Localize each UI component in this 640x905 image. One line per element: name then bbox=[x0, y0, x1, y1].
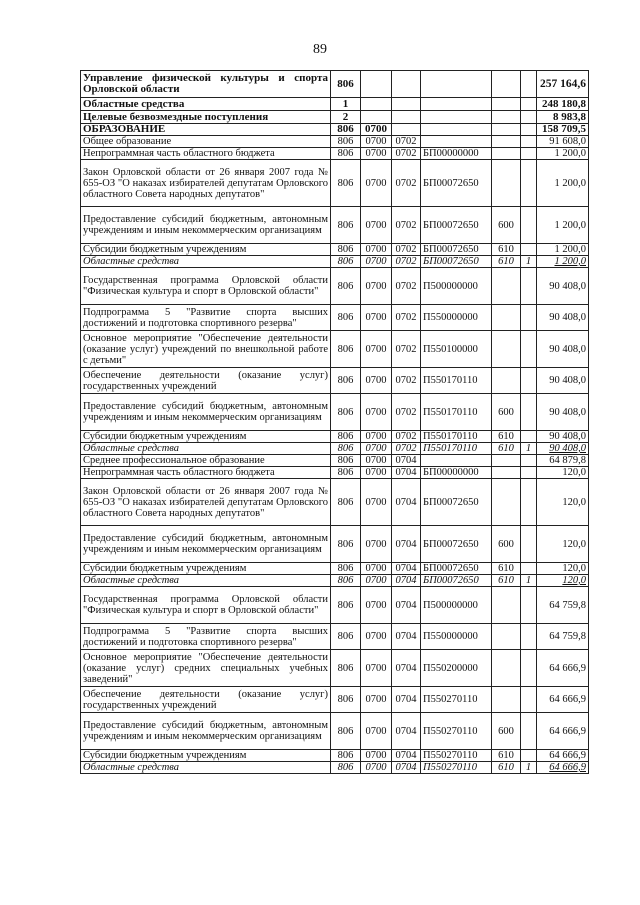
table-row bbox=[81, 305, 589, 331]
expense-type-code: 610 bbox=[492, 443, 521, 455]
target-article-code bbox=[421, 98, 492, 111]
subsection-code: 0702 bbox=[392, 256, 421, 268]
table-row bbox=[81, 443, 589, 455]
subsection-code: 0704 bbox=[392, 750, 421, 762]
amount: 1 200,0 bbox=[537, 160, 589, 207]
row-name: Непрограммная часть областного бюджета bbox=[81, 467, 331, 479]
target-article-code: П550270110 bbox=[421, 713, 492, 750]
amount: 120,0 bbox=[537, 575, 589, 587]
page-number: 89 bbox=[313, 42, 327, 57]
section-code: 0700 bbox=[361, 244, 392, 256]
table-row bbox=[81, 479, 589, 526]
table-row bbox=[81, 268, 589, 305]
ved-code: 806 bbox=[331, 71, 361, 98]
subsection-code bbox=[392, 98, 421, 111]
table-row bbox=[81, 111, 589, 124]
funding-source-code bbox=[521, 305, 537, 331]
subsection-code: 0704 bbox=[392, 575, 421, 587]
funding-source-code bbox=[521, 331, 537, 368]
table-row bbox=[81, 98, 589, 111]
target-article-code: БП00072650 bbox=[421, 207, 492, 244]
ved-code: 806 bbox=[331, 148, 361, 160]
funding-source-code bbox=[521, 111, 537, 124]
table-row bbox=[81, 124, 589, 136]
table-row bbox=[81, 650, 589, 687]
expense-type-code bbox=[492, 368, 521, 394]
row-name: Субсидии бюджетным учреждениям bbox=[81, 750, 331, 762]
amount: 90 408,0 bbox=[537, 305, 589, 331]
expense-type-code: 600 bbox=[492, 526, 521, 563]
section-code: 0700 bbox=[361, 526, 392, 563]
target-article-code: БП00072650 bbox=[421, 575, 492, 587]
funding-source-code bbox=[521, 687, 537, 713]
funding-source-code: 1 bbox=[521, 443, 537, 455]
table-row bbox=[81, 575, 589, 587]
row-name: Предоставление субсидий бюджетным, автономным учреждениям и иным некоммерческим организациям bbox=[81, 394, 331, 431]
target-article-code bbox=[421, 455, 492, 467]
section-code: 0700 bbox=[361, 124, 392, 136]
section-code: 0700 bbox=[361, 431, 392, 443]
ved-code: 806 bbox=[331, 244, 361, 256]
funding-source-code bbox=[521, 713, 537, 750]
ved-code: 806 bbox=[331, 160, 361, 207]
subsection-code: 0704 bbox=[392, 563, 421, 575]
section-code: 0700 bbox=[361, 750, 392, 762]
section-code: 0700 bbox=[361, 563, 392, 575]
section-code bbox=[361, 111, 392, 124]
expense-type-code: 610 bbox=[492, 256, 521, 268]
funding-source-code: 1 bbox=[521, 762, 537, 774]
row-name: Общее образование bbox=[81, 136, 331, 148]
subsection-code: 0704 bbox=[392, 650, 421, 687]
expense-type-code bbox=[492, 148, 521, 160]
target-article-code: БП00072650 bbox=[421, 160, 492, 207]
expense-type-code bbox=[492, 624, 521, 650]
target-article-code: П550170110 bbox=[421, 394, 492, 431]
expense-type-code: 610 bbox=[492, 575, 521, 587]
funding-source-code bbox=[521, 587, 537, 624]
target-article-code bbox=[421, 111, 492, 124]
expense-type-code bbox=[492, 687, 521, 713]
table-row bbox=[81, 624, 589, 650]
target-article-code: БП00000000 bbox=[421, 467, 492, 479]
subsection-code: 0702 bbox=[392, 394, 421, 431]
section-code: 0700 bbox=[361, 148, 392, 160]
amount: 90 408,0 bbox=[537, 268, 589, 305]
section-code: 0700 bbox=[361, 268, 392, 305]
amount: 64 666,9 bbox=[537, 650, 589, 687]
expense-type-code: 600 bbox=[492, 394, 521, 431]
expense-type-code bbox=[492, 160, 521, 207]
target-article-code: П550000000 bbox=[421, 305, 492, 331]
row-name: Государственная программа Орловской области "Физическая культура и спорт в Орловской области" bbox=[81, 268, 331, 305]
amount: 120,0 bbox=[537, 479, 589, 526]
row-name: Субсидии бюджетным учреждениям bbox=[81, 244, 331, 256]
row-name: Основное мероприятие "Обеспечение деятельности (оказание услуг) средних специальных учебных заведений" bbox=[81, 650, 331, 687]
ved-code: 806 bbox=[331, 207, 361, 244]
amount: 90 408,0 bbox=[537, 331, 589, 368]
ved-code: 1 bbox=[331, 98, 361, 111]
table-row bbox=[81, 687, 589, 713]
table-row bbox=[81, 467, 589, 479]
ved-code: 806 bbox=[331, 331, 361, 368]
ved-code: 806 bbox=[331, 563, 361, 575]
row-name: Закон Орловской области от 26 января 2007 года № 655-ОЗ "О наказах избирателей депутатам Орловского областного Совета народных депутатов" bbox=[81, 160, 331, 207]
row-name: Обеспечение деятельности (оказание услуг) государственных учреждений bbox=[81, 368, 331, 394]
target-article-code: П550270110 bbox=[421, 687, 492, 713]
target-article-code: П550170110 bbox=[421, 431, 492, 443]
subsection-code: 0704 bbox=[392, 526, 421, 563]
amount: 1 200,0 bbox=[537, 244, 589, 256]
section-code: 0700 bbox=[361, 587, 392, 624]
subsection-code bbox=[392, 124, 421, 136]
funding-source-code bbox=[521, 160, 537, 207]
table-row bbox=[81, 526, 589, 563]
subsection-code: 0702 bbox=[392, 268, 421, 305]
section-code: 0700 bbox=[361, 305, 392, 331]
ved-code: 806 bbox=[331, 575, 361, 587]
table-row bbox=[81, 207, 589, 244]
funding-source-code bbox=[521, 136, 537, 148]
section-code: 0700 bbox=[361, 331, 392, 368]
row-name: Областные средства bbox=[81, 98, 331, 111]
row-name: Предоставление субсидий бюджетным, автономным учреждениям и иным некоммерческим организациям bbox=[81, 207, 331, 244]
ved-code: 806 bbox=[331, 750, 361, 762]
amount: 120,0 bbox=[537, 563, 589, 575]
target-article-code: П550170110 bbox=[421, 443, 492, 455]
target-article-code bbox=[421, 136, 492, 148]
expense-type-code bbox=[492, 71, 521, 98]
funding-source-code bbox=[521, 71, 537, 98]
section-code: 0700 bbox=[361, 455, 392, 467]
ved-code: 806 bbox=[331, 455, 361, 467]
target-article-code: БП00072650 bbox=[421, 256, 492, 268]
row-name: Подпрограмма 5 "Развитие спорта высших достижений и подготовка спортивного резерва" bbox=[81, 305, 331, 331]
funding-source-code bbox=[521, 455, 537, 467]
subsection-code: 0704 bbox=[392, 479, 421, 526]
expense-type-code: 600 bbox=[492, 713, 521, 750]
table-row bbox=[81, 563, 589, 575]
amount: 90 408,0 bbox=[537, 394, 589, 431]
funding-source-code bbox=[521, 479, 537, 526]
section-code: 0700 bbox=[361, 467, 392, 479]
amount: 158 709,5 bbox=[537, 124, 589, 136]
expense-type-code bbox=[492, 467, 521, 479]
funding-source-code bbox=[521, 750, 537, 762]
amount: 64 666,9 bbox=[537, 687, 589, 713]
row-name: Областные средства bbox=[81, 575, 331, 587]
expense-type-code bbox=[492, 136, 521, 148]
ved-code: 806 bbox=[331, 526, 361, 563]
expense-type-code: 600 bbox=[492, 207, 521, 244]
funding-source-code bbox=[521, 244, 537, 256]
expense-type-code bbox=[492, 268, 521, 305]
subsection-code: 0704 bbox=[392, 713, 421, 750]
target-article-code: БП00072650 bbox=[421, 563, 492, 575]
subsection-code: 0704 bbox=[392, 467, 421, 479]
subsection-code: 0704 bbox=[392, 455, 421, 467]
funding-source-code bbox=[521, 467, 537, 479]
target-article-code: П550100000 bbox=[421, 331, 492, 368]
section-code: 0700 bbox=[361, 713, 392, 750]
subsection-code: 0702 bbox=[392, 331, 421, 368]
ved-code: 806 bbox=[331, 624, 361, 650]
section-code: 0700 bbox=[361, 443, 392, 455]
ved-code: 806 bbox=[331, 368, 361, 394]
target-article-code: БП00072650 bbox=[421, 479, 492, 526]
ved-code: 806 bbox=[331, 305, 361, 331]
row-name: ОБРАЗОВАНИЕ bbox=[81, 124, 331, 136]
subsection-code: 0702 bbox=[392, 160, 421, 207]
subsection-code bbox=[392, 71, 421, 98]
expense-type-code: 610 bbox=[492, 750, 521, 762]
ved-code: 806 bbox=[331, 124, 361, 136]
ved-code: 806 bbox=[331, 443, 361, 455]
amount: 64 666,9 bbox=[537, 762, 589, 774]
amount: 8 983,8 bbox=[537, 111, 589, 124]
funding-source-code bbox=[521, 368, 537, 394]
target-article-code bbox=[421, 71, 492, 98]
row-name: Государственная программа Орловской области "Физическая культура и спорт в Орловской области" bbox=[81, 587, 331, 624]
funding-source-code: 1 bbox=[521, 256, 537, 268]
ved-code: 806 bbox=[331, 431, 361, 443]
section-code: 0700 bbox=[361, 160, 392, 207]
target-article-code: БП00000000 bbox=[421, 148, 492, 160]
subsection-code: 0704 bbox=[392, 762, 421, 774]
funding-source-code bbox=[521, 124, 537, 136]
target-article-code: П550200000 bbox=[421, 650, 492, 687]
subsection-code: 0702 bbox=[392, 244, 421, 256]
section-code: 0700 bbox=[361, 650, 392, 687]
expense-type-code: 610 bbox=[492, 563, 521, 575]
table-row bbox=[81, 750, 589, 762]
row-name: Закон Орловской области от 26 января 2007 года № 655-ОЗ "О наказах избирателей депутатам Орловского областного Совета народных депутатов" bbox=[81, 479, 331, 526]
row-name: Среднее профессиональное образование bbox=[81, 455, 331, 467]
table-row bbox=[81, 431, 589, 443]
subsection-code: 0702 bbox=[392, 148, 421, 160]
table-row bbox=[81, 244, 589, 256]
ved-code: 806 bbox=[331, 762, 361, 774]
section-code: 0700 bbox=[361, 687, 392, 713]
section-code: 0700 bbox=[361, 256, 392, 268]
row-name: Областные средства bbox=[81, 762, 331, 774]
amount: 64 759,8 bbox=[537, 587, 589, 624]
row-name: Предоставление субсидий бюджетным, автономным учреждениям и иным некоммерческим организациям bbox=[81, 526, 331, 563]
row-name: Субсидии бюджетным учреждениям bbox=[81, 563, 331, 575]
target-article-code bbox=[421, 124, 492, 136]
table-row bbox=[81, 394, 589, 431]
table-row bbox=[81, 713, 589, 750]
subsection-code: 0704 bbox=[392, 587, 421, 624]
table-row bbox=[81, 455, 589, 467]
section-code: 0700 bbox=[361, 624, 392, 650]
row-name: Областные средства bbox=[81, 256, 331, 268]
expense-type-code bbox=[492, 305, 521, 331]
funding-source-code bbox=[521, 431, 537, 443]
expense-type-code bbox=[492, 98, 521, 111]
ved-code: 806 bbox=[331, 650, 361, 687]
section-code: 0700 bbox=[361, 394, 392, 431]
subsection-code: 0704 bbox=[392, 687, 421, 713]
expense-type-code: 610 bbox=[492, 244, 521, 256]
amount: 257 164,6 bbox=[537, 71, 589, 98]
subsection-code bbox=[392, 111, 421, 124]
subsection-code: 0702 bbox=[392, 431, 421, 443]
row-name: Областные средства bbox=[81, 443, 331, 455]
section-code bbox=[361, 98, 392, 111]
section-code: 0700 bbox=[361, 368, 392, 394]
amount: 1 200,0 bbox=[537, 207, 589, 244]
amount: 90 408,0 bbox=[537, 443, 589, 455]
target-article-code: П500000000 bbox=[421, 268, 492, 305]
funding-source-code bbox=[521, 563, 537, 575]
funding-source-code: 1 bbox=[521, 575, 537, 587]
ved-code: 806 bbox=[331, 713, 361, 750]
expense-type-code bbox=[492, 650, 521, 687]
ved-code: 806 bbox=[331, 268, 361, 305]
row-name: Управление физической культуры и спорта Орловской области bbox=[81, 71, 331, 98]
section-code: 0700 bbox=[361, 207, 392, 244]
funding-source-code bbox=[521, 98, 537, 111]
ved-code: 806 bbox=[331, 467, 361, 479]
funding-source-code bbox=[521, 526, 537, 563]
table-row bbox=[81, 368, 589, 394]
amount: 120,0 bbox=[537, 526, 589, 563]
row-name: Подпрограмма 5 "Развитие спорта высших достижений и подготовка спортивного резерва" bbox=[81, 624, 331, 650]
section-code: 0700 bbox=[361, 479, 392, 526]
target-article-code: БП00072650 bbox=[421, 526, 492, 563]
row-name: Предоставление субсидий бюджетным, автономным учреждениям и иным некоммерческим организациям bbox=[81, 713, 331, 750]
subsection-code: 0702 bbox=[392, 207, 421, 244]
target-article-code: П550000000 bbox=[421, 624, 492, 650]
table-row bbox=[81, 71, 589, 98]
target-article-code: П500000000 bbox=[421, 587, 492, 624]
amount: 90 408,0 bbox=[537, 368, 589, 394]
table-row bbox=[81, 160, 589, 207]
expense-type-code bbox=[492, 587, 521, 624]
funding-source-code bbox=[521, 394, 537, 431]
table-row bbox=[81, 136, 589, 148]
section-code bbox=[361, 71, 392, 98]
ved-code: 806 bbox=[331, 587, 361, 624]
expense-type-code bbox=[492, 111, 521, 124]
funding-source-code bbox=[521, 268, 537, 305]
table-body bbox=[81, 71, 589, 774]
funding-source-code bbox=[521, 624, 537, 650]
expense-type-code bbox=[492, 455, 521, 467]
subsection-code: 0702 bbox=[392, 443, 421, 455]
expense-type-code bbox=[492, 479, 521, 526]
funding-source-code bbox=[521, 207, 537, 244]
target-article-code: П550270110 bbox=[421, 762, 492, 774]
target-article-code: БП00072650 bbox=[421, 244, 492, 256]
amount: 248 180,8 bbox=[537, 98, 589, 111]
table-row bbox=[81, 762, 589, 774]
section-code: 0700 bbox=[361, 575, 392, 587]
target-article-code: П550170110 bbox=[421, 368, 492, 394]
target-article-code: П550270110 bbox=[421, 750, 492, 762]
row-name: Целевые безвозмездные поступления bbox=[81, 111, 331, 124]
table-row bbox=[81, 587, 589, 624]
ved-code: 806 bbox=[331, 256, 361, 268]
section-code: 0700 bbox=[361, 136, 392, 148]
amount: 64 666,9 bbox=[537, 713, 589, 750]
amount: 64 759,8 bbox=[537, 624, 589, 650]
row-name: Основное мероприятие "Обеспечение деятельности (оказание услуг) учреждений по внешкольной работе с детьми" bbox=[81, 331, 331, 368]
funding-source-code bbox=[521, 148, 537, 160]
subsection-code: 0704 bbox=[392, 624, 421, 650]
subsection-code: 0702 bbox=[392, 305, 421, 331]
expense-type-code bbox=[492, 124, 521, 136]
row-name: Обеспечение деятельности (оказание услуг) государственных учреждений bbox=[81, 687, 331, 713]
amount: 1 200,0 bbox=[537, 148, 589, 160]
ved-code: 806 bbox=[331, 136, 361, 148]
amount: 64 666,9 bbox=[537, 750, 589, 762]
row-name: Непрограммная часть областного бюджета bbox=[81, 148, 331, 160]
ved-code: 806 bbox=[331, 479, 361, 526]
subsection-code: 0702 bbox=[392, 136, 421, 148]
row-name: Субсидии бюджетным учреждениям bbox=[81, 431, 331, 443]
ved-code: 2 bbox=[331, 111, 361, 124]
expense-type-code bbox=[492, 331, 521, 368]
ved-code: 806 bbox=[331, 687, 361, 713]
amount: 90 408,0 bbox=[537, 431, 589, 443]
ved-code: 806 bbox=[331, 394, 361, 431]
section-code: 0700 bbox=[361, 762, 392, 774]
amount: 64 879,8 bbox=[537, 455, 589, 467]
amount: 1 200,0 bbox=[537, 256, 589, 268]
funding-source-code bbox=[521, 650, 537, 687]
table-row bbox=[81, 148, 589, 160]
amount: 91 608,0 bbox=[537, 136, 589, 148]
amount: 120,0 bbox=[537, 467, 589, 479]
table-row bbox=[81, 331, 589, 368]
budget-table bbox=[80, 70, 589, 774]
expense-type-code: 610 bbox=[492, 431, 521, 443]
subsection-code: 0702 bbox=[392, 368, 421, 394]
expense-type-code: 610 bbox=[492, 762, 521, 774]
table-row bbox=[81, 256, 589, 268]
